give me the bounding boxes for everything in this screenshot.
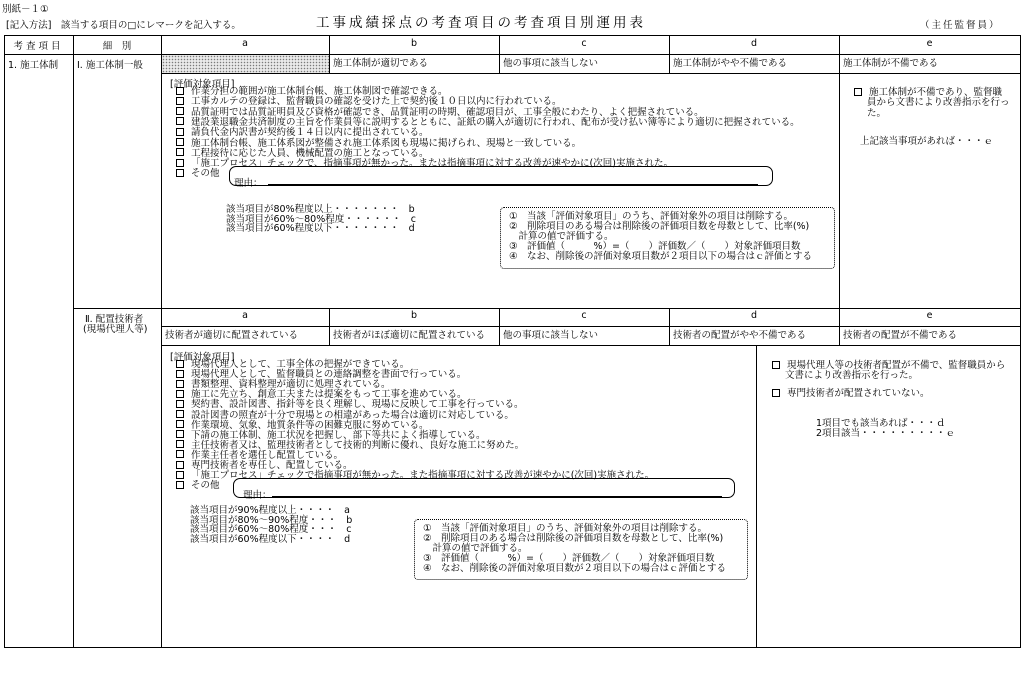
checklist-item-other[interactable]: その他 bbox=[176, 481, 220, 491]
checkbox-icon[interactable] bbox=[176, 97, 184, 105]
category-label: 1. 施工体制 bbox=[8, 60, 59, 71]
criteria-item: 該当項目が60%～80%程度・・・・・・ c bbox=[226, 213, 416, 225]
checkbox-icon[interactable] bbox=[176, 148, 184, 156]
e-condition-line: た。 bbox=[867, 107, 887, 119]
checkbox-icon[interactable] bbox=[176, 107, 184, 115]
grade-e-text: 施工体制が不備である bbox=[843, 58, 939, 69]
note-line: 計算の値で評価する。 bbox=[509, 231, 614, 242]
grade-e-text: 技術者の配置が不備である bbox=[843, 330, 958, 341]
checkbox-icon[interactable] bbox=[176, 128, 184, 136]
e-condition-item[interactable]: 施工体制が不備であり、監督職 bbox=[854, 88, 1002, 98]
checklist-item[interactable]: 主任技術者又は、監理技術者として技術的判断に優れ、良好な施工に努めた。 bbox=[176, 441, 524, 451]
note-line: ③ 評価値（ %）=（ ）評価数／（ ）対象評価項目数 bbox=[509, 241, 801, 252]
note-line: ③ 評価値（ %）=（ ）評価数／（ ）対象評価項目数 bbox=[423, 553, 715, 564]
header-grade-d: d bbox=[750, 38, 758, 49]
reason-field[interactable] bbox=[229, 166, 773, 186]
checklist-item[interactable]: 書類整理、資料整理が適切に処理されている。 bbox=[176, 380, 391, 390]
checkbox-icon[interactable] bbox=[176, 481, 184, 489]
criteria-item: 該当項目が90%程度以上・・・・ a bbox=[190, 505, 350, 516]
grade-a-hatched-cell bbox=[162, 55, 329, 73]
checkbox-icon[interactable] bbox=[176, 390, 184, 398]
notes-box bbox=[500, 207, 835, 269]
subcategory-note: (現場代理人等) bbox=[83, 324, 148, 335]
grade-b-text: 技術者がほぼ適切に配置されている bbox=[333, 330, 486, 341]
supervisor-role: （主任監督員） bbox=[920, 20, 1001, 31]
checklist-item[interactable]: 工事カルテの登録は、監督職員の確認を受けた上で契約後１０日以内に行われている。 bbox=[176, 97, 562, 107]
checkbox-icon[interactable] bbox=[176, 169, 184, 177]
e-condition-item[interactable]: 現場代理人等の技術者配置が不備で、監督職員から bbox=[772, 361, 1005, 371]
checklist-item[interactable]: 建設業退職金共済制度の主旨を作業員等に説明するとともに、証紙の購入が適切に行われ、配布が受け払い簿等により適切に把握されている。 bbox=[176, 118, 800, 128]
checklist-item[interactable]: 請負代金内訳書が契約後１４日以内に提出されている。 bbox=[176, 128, 429, 138]
checkbox-icon[interactable] bbox=[176, 360, 184, 368]
checkbox-icon[interactable] bbox=[176, 380, 184, 388]
checkbox-icon[interactable] bbox=[176, 410, 184, 418]
checkbox-icon[interactable] bbox=[176, 450, 184, 458]
note-line: 計算の値で評価する。 bbox=[423, 543, 528, 554]
grade-c-text: 他の事項に該当しない bbox=[503, 330, 599, 341]
checklist-item[interactable]: 作業主任者を選任し配置している。 bbox=[176, 451, 343, 461]
criteria-item: 該当項目が80%程度以上・・・・・・・ b bbox=[226, 204, 415, 215]
checkbox-icon[interactable] bbox=[176, 430, 184, 438]
grade-d-text: 技術者の配置がやや不備である bbox=[673, 330, 807, 341]
checkbox-icon[interactable] bbox=[176, 420, 184, 428]
e-condition-item[interactable]: 専門技術者が配置されていない。 bbox=[772, 389, 930, 399]
header-item-column: 考査項目 bbox=[13, 41, 64, 52]
checkbox-icon[interactable] bbox=[176, 461, 184, 469]
checkbox-icon[interactable] bbox=[176, 87, 184, 95]
header-grade-a: a bbox=[242, 38, 248, 49]
reason-label: 理由： bbox=[234, 178, 263, 189]
criteria-item: 該当項目が80%～90%程度・・・ b bbox=[190, 514, 353, 526]
checkbox-icon[interactable] bbox=[176, 138, 184, 146]
reason-field[interactable] bbox=[233, 478, 735, 498]
note-line: ② 削除項目のある場合は削除後の評価項目数を母数として、比率(%) bbox=[509, 221, 810, 232]
grade-c-text: 他の事項に該当しない bbox=[503, 58, 599, 69]
subcategory-label: Ⅱ. 配置技術者 bbox=[85, 314, 144, 325]
page-title: 工事成績採点の考査項目の考査項目別運用表 bbox=[316, 15, 646, 31]
checklist-item[interactable]: 施工体制台帳、施工体系図が整備され施工体系図も現場に掲げられ、現場と一致している。 bbox=[176, 139, 581, 149]
checklist-item[interactable]: 下請の施工体制、施工状況を把握し、部下等共によく指導している。 bbox=[176, 431, 486, 441]
note-line: ④ なお、削除後の評価対象項目数が２項目以下の場合はｃ評価とする bbox=[509, 251, 813, 262]
header-grade-b: b bbox=[410, 310, 418, 321]
checklist-item-other[interactable]: その他 bbox=[176, 169, 220, 179]
checkbox-icon[interactable] bbox=[772, 389, 780, 397]
criteria-item: 該当項目が60%～80%程度・・・ c bbox=[190, 524, 352, 535]
grade-b-text: 施工体制が適切である bbox=[333, 58, 429, 69]
e-condition-footer: 1項目でも該当あれば・・・ｄ bbox=[816, 418, 946, 429]
checklist-item[interactable]: 施工に先立ち、創意工夫または提案をもって工事を進めている。 bbox=[176, 390, 467, 400]
header-grade-e: e bbox=[926, 38, 933, 49]
header-grade-c: c bbox=[581, 38, 587, 49]
header-grade-d: d bbox=[750, 310, 758, 321]
evaluation-heading: [評価対象項目] bbox=[170, 79, 235, 90]
grade-a-text: 技術者が適切に配置されている bbox=[165, 330, 299, 341]
header-grade-a: a bbox=[242, 310, 248, 321]
checklist-item[interactable]: 「施工プロセス」チェックで、指摘事項が無かった。または指摘事項に対する改善が速やかに(次回)実施された。 bbox=[176, 159, 673, 169]
entry-method: [記入方法] 該当する項目の□にレマークを記入する。 bbox=[6, 20, 241, 31]
header-grade-e: e bbox=[926, 310, 933, 321]
checkbox-icon[interactable] bbox=[854, 88, 862, 96]
checkbox-icon[interactable] bbox=[176, 400, 184, 408]
document-ref: 別紙－１① bbox=[2, 4, 49, 15]
checkbox-icon[interactable] bbox=[176, 471, 184, 479]
checklist-item[interactable]: 工程接待に応じた人員、機械配置の施工となっている。 bbox=[176, 149, 429, 159]
evaluation-heading: [評価対象項目] bbox=[170, 352, 235, 363]
e-condition-footer: 上記該当事項があれば・・・ｅ bbox=[860, 136, 994, 147]
checklist-item[interactable]: 現場代理人として、監督職員との連絡調整を書面で行っている。 bbox=[176, 370, 466, 380]
reason-label: 理由： bbox=[243, 490, 272, 501]
criteria-item: 該当項目が60%程度以下・・・・ d bbox=[190, 533, 351, 545]
checkbox-icon[interactable] bbox=[176, 159, 184, 167]
checklist-item[interactable]: 設計図書の照査が十分で現場との相違があった場合は適切に対応している。 bbox=[176, 411, 514, 421]
note-line: ① 当該「評価対象項目」のうち、評価対象外の項目は削除する。 bbox=[423, 523, 708, 534]
checklist-item[interactable]: 作業環境、気象、地質条件等の困難克服に努めている。 bbox=[176, 421, 429, 431]
note-line: ④ なお、削除後の評価対象項目数が２項目以下の場合はｃ評価とする bbox=[423, 563, 727, 574]
notes-box bbox=[414, 519, 748, 580]
header-grade-c: c bbox=[581, 310, 587, 321]
checklist-item[interactable]: 現場代理人として、工事全体の把握ができている。 bbox=[176, 360, 409, 370]
header-grade-b: b bbox=[410, 38, 418, 49]
note-line: ② 削除項目のある場合は削除後の評価項目数を母数として、比率(%) bbox=[423, 533, 724, 544]
criteria-item: 該当項目が60%程度以下・・・・・・・ d bbox=[226, 223, 415, 234]
header-detail-column: 細 別 bbox=[102, 41, 132, 52]
checkbox-icon[interactable] bbox=[176, 117, 184, 125]
grade-d-text: 施工体制がやや不備である bbox=[673, 58, 788, 69]
checklist-item[interactable]: 専門技術者を専任し、配置している。 bbox=[176, 461, 353, 471]
checklist-item[interactable]: 作業分担の範囲が施工体制台帳、施工体制図で確認できる。 bbox=[176, 87, 448, 97]
subcategory-label: Ⅰ. 施工体制一般 bbox=[77, 60, 143, 71]
checklist-item[interactable]: 品質証明では品質証明員及び資格が確認でき、品質証明の時期、確認項目が、工事全般にわたり、よく把握されている。 bbox=[176, 108, 704, 118]
checkbox-icon[interactable] bbox=[176, 370, 184, 378]
checklist-item[interactable]: 「施工プロセス」チェックで指摘事項が無かった。また指摘事項に対する改善が速やかに(次回)実施された。 bbox=[176, 471, 654, 481]
e-condition-line: 文書により改善指示を行った。 bbox=[785, 370, 919, 382]
checkbox-icon[interactable] bbox=[772, 361, 780, 369]
checkbox-icon[interactable] bbox=[176, 440, 184, 448]
note-line: ① 当該「評価対象項目」のうち、評価対象外の項目は削除する。 bbox=[509, 211, 794, 222]
checklist-item[interactable]: 契約書、設計図書、指針等を良く理解し、現場に反映して工事を行っている。 bbox=[176, 400, 524, 410]
e-condition-line: 員から文書により改善指示を行っ bbox=[867, 97, 1010, 109]
e-condition-footer: 2項目該当・・・・・・・・・ｅ bbox=[816, 428, 956, 440]
